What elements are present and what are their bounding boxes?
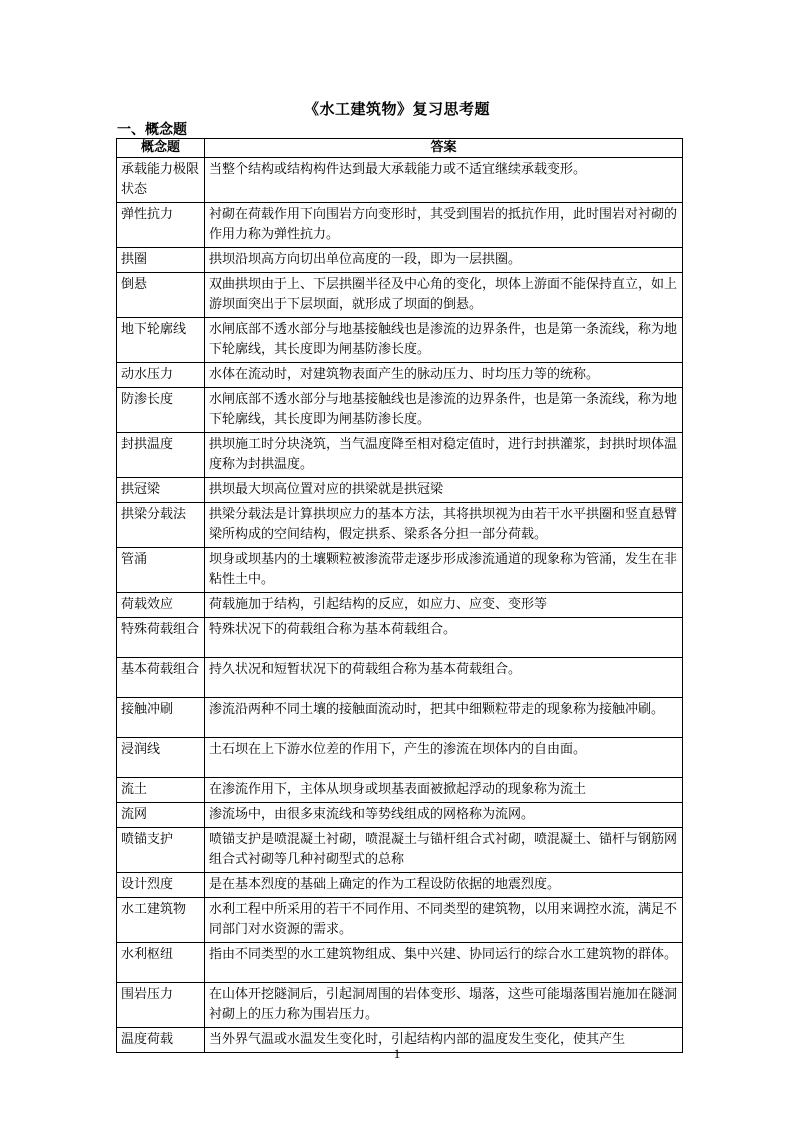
term-cell: 拱梁分载法 xyxy=(117,503,205,548)
table-row xyxy=(117,738,683,778)
table-row xyxy=(117,433,683,478)
answer-cell: 喷锚支护是喷混凝土衬砌，喷混凝土与锚杆组合式衬砌，喷混凝土、锚杆与钢筋网组合式衬砌等几种衬砌型式的总称 xyxy=(205,828,683,873)
table-row xyxy=(117,273,683,318)
term-cell: 荷载效应 xyxy=(117,593,205,618)
answer-cell: 是在基本烈度的基础上确定的作为工程设防依据的地震烈度。 xyxy=(205,873,683,898)
answer-cell: 坝身或坝基内的土壤颗粒被渗流带走逐步形成渗流通道的现象称为管涌，发生在非粘性土中。 xyxy=(205,548,683,593)
answer-cell: 土石坝在上下游水位差的作用下，产生的渗流在坝体内的自由面。 xyxy=(205,738,683,778)
answer-cell: 荷载施加于结构，引起结构的反应，如应力、应变、变形等 xyxy=(205,593,683,618)
table-row xyxy=(117,803,683,828)
page-number: 1 xyxy=(393,1046,401,1061)
answer-cell: 水闸底部不透水部分与地基接触线也是渗流的边界条件，也是第一条流线，称为地下轮廓线，其长度即为闸基防渗长度。 xyxy=(205,388,683,433)
term-cell: 接触冲刷 xyxy=(117,698,205,738)
term-cell: 温度荷载 xyxy=(117,1028,205,1053)
table-row xyxy=(117,898,683,943)
table-row xyxy=(117,698,683,738)
answer-cell: 在山体开挖隧洞后，引起洞周围的岩体变形、塌落，这些可能塌落围岩施加在隧洞衬砌上的压力称为围岩压力。 xyxy=(205,983,683,1028)
table-row xyxy=(117,548,683,593)
answer-cell: 衬砌在荷载作用下向围岩方向变形时，其受到围岩的抵抗作用，此时围岩对衬砌的作用力称为弹性抗力。 xyxy=(205,203,683,248)
answer-cell: 水闸底部不透水部分与地基接触线也是渗流的边界条件，也是第一条流线，称为地下轮廓线，其长度即为闸基防渗长度。 xyxy=(205,318,683,363)
table-row xyxy=(117,828,683,873)
term-cell: 拱圈 xyxy=(117,248,205,273)
table-row xyxy=(117,943,683,983)
answer-cell: 拱坝施工时分块浇筑，当气温度降至相对稳定值时，进行封拱灌浆，封拱时坝体温度称为封拱温度。 xyxy=(205,433,683,478)
term-cell: 地下轮廓线 xyxy=(117,318,205,363)
answer-cell: 水体在流动时，对建筑物表面产生的脉动压力、时均压力等的统称。 xyxy=(205,363,683,388)
term-cell: 围岩压力 xyxy=(117,983,205,1028)
concept-table xyxy=(116,138,683,1053)
table-row xyxy=(117,873,683,898)
term-cell: 弹性抗力 xyxy=(117,203,205,248)
answer-cell: 拱坝最大坝高位置对应的拱梁就是拱冠梁 xyxy=(205,478,683,503)
table-row xyxy=(117,388,683,433)
table-row xyxy=(117,658,683,698)
column-header-answer: 答案 xyxy=(205,139,683,158)
answer-cell: 在渗流作用下，主体从坝身或坝基表面被掀起浮动的现象称为流土 xyxy=(205,778,683,803)
table-row xyxy=(117,318,683,363)
table-row xyxy=(117,593,683,618)
answer-cell: 持久状况和短暂状况下的荷载组合称为基本荷载组合。 xyxy=(205,658,683,698)
answer-cell: 拱梁分载法是计算拱坝应力的基本方法，其将拱坝视为由若干水平拱圈和竖直悬臂梁所构成的空间结构，假定拱系、梁系各分担一部分荷载。 xyxy=(205,503,683,548)
document-title: 《水工建筑物》复习思考题 xyxy=(303,100,490,118)
table-row xyxy=(117,503,683,548)
term-cell: 动水压力 xyxy=(117,363,205,388)
answer-cell: 渗流场中，由很多束流线和等势线组成的网格称为流网。 xyxy=(205,803,683,828)
answer-cell: 当整个结构或结构构件达到最大承载能力或不适宜继续承载变形。 xyxy=(205,158,683,203)
term-cell: 水工建筑物 xyxy=(117,898,205,943)
term-cell: 封拱温度 xyxy=(117,433,205,478)
term-cell: 基本荷载组合 xyxy=(117,658,205,698)
term-cell: 倒悬 xyxy=(117,273,205,318)
term-cell: 管涌 xyxy=(117,548,205,593)
table-row xyxy=(117,983,683,1028)
table-row xyxy=(117,478,683,503)
table-row xyxy=(117,158,683,203)
column-header-term: 概念题 xyxy=(117,139,205,158)
answer-cell: 渗流沿两种不同土壤的接触面流动时，把其中细颗粒带走的现象称为接触冲刷。 xyxy=(205,698,683,738)
term-cell: 承载能力极限状态 xyxy=(117,158,205,203)
term-cell: 喷锚支护 xyxy=(117,828,205,873)
section-heading: 一、概念题 xyxy=(117,122,187,138)
term-cell: 特殊荷载组合 xyxy=(117,618,205,658)
term-cell: 防渗长度 xyxy=(117,388,205,433)
table-row xyxy=(117,778,683,803)
term-cell: 拱冠梁 xyxy=(117,478,205,503)
answer-cell: 特殊状况下的荷载组合称为基本荷载组合。 xyxy=(205,618,683,658)
answer-cell: 双曲拱坝由于上、下层拱圈半径及中心角的变化，坝体上游面不能保持直立，如上游坝面突出于下层坝面，就形成了坝面的倒悬。 xyxy=(205,273,683,318)
answer-cell: 当外界气温或水温发生变化时，引起结构内部的温度发生变化，使其产生 xyxy=(205,1028,683,1053)
table-row xyxy=(117,203,683,248)
table-row xyxy=(117,363,683,388)
term-cell: 浸润线 xyxy=(117,738,205,778)
term-cell: 流网 xyxy=(117,803,205,828)
answer-cell: 水利工程中所采用的若干不同作用、不同类型的建筑物，以用来调控水流，满足不同部门对水资源的需求。 xyxy=(205,898,683,943)
term-cell: 流土 xyxy=(117,778,205,803)
table-header-row xyxy=(117,139,683,158)
answer-cell: 指由不同类型的水工建筑物组成、集中兴建、协同运行的综合水工建筑物的群体。 xyxy=(205,943,683,983)
term-cell: 设计烈度 xyxy=(117,873,205,898)
table-row xyxy=(117,248,683,273)
answer-cell: 拱坝沿坝高方向切出单位高度的一段，即为一层拱圈。 xyxy=(205,248,683,273)
term-cell: 水利枢纽 xyxy=(117,943,205,983)
table-row xyxy=(117,618,683,658)
